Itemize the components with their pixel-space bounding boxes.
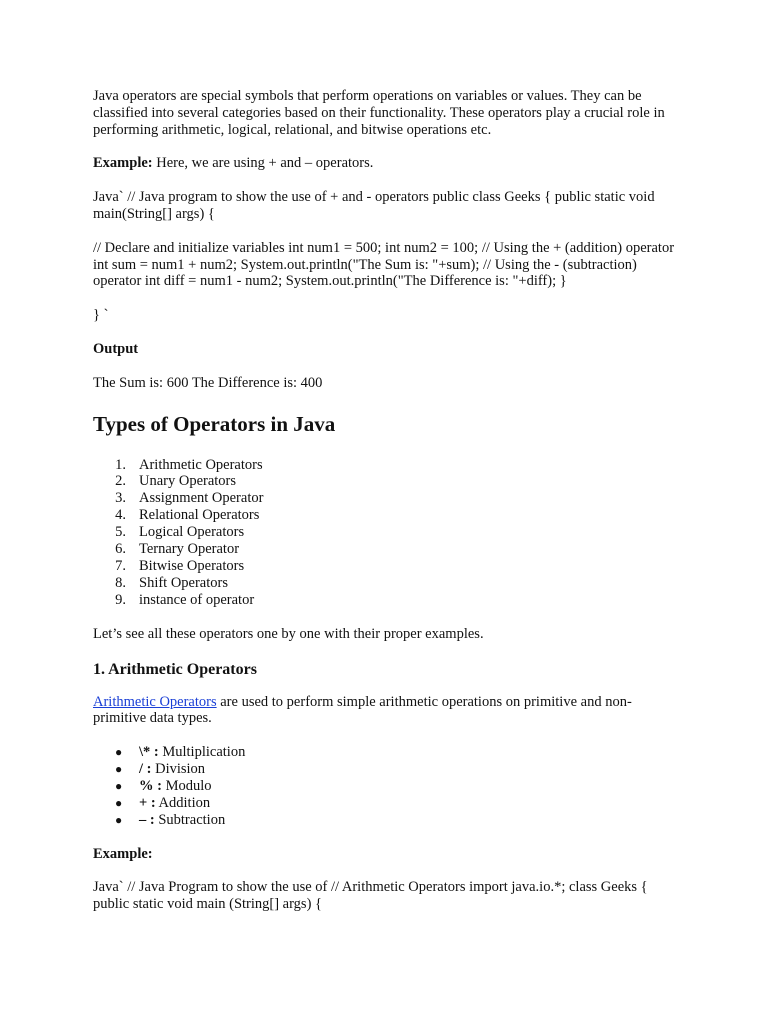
bullet-icon: ●	[115, 745, 123, 760]
operator-symbol: \* :	[139, 744, 159, 761]
list-number: 9.	[115, 591, 126, 608]
intro-paragraph: Java operators are special symbols that perform operations on variables or values. They can be classified into several categories based on their functionality. These operators play a crucial role in performing arithmetic, logical, relational, and bitwise operations etc.	[93, 88, 665, 138]
document-page	[93, 88, 683, 930]
list-item-label: instance of operator	[139, 591, 255, 608]
operator-symbol: / :	[139, 761, 152, 778]
list-item-label: Bitwise Operators	[139, 558, 245, 574]
example-2-paragraph	[93, 846, 683, 863]
list-item-label: Relational Operators	[139, 507, 260, 524]
list-item	[93, 778, 683, 795]
list-item	[93, 473, 683, 490]
code-2-line-1: Java` // Java Program to show the use of // Arithmetic Operators import java.io.*; class Geeks { public static void main (String[] args) {	[93, 879, 648, 913]
output-label-paragraph	[93, 341, 683, 358]
example-1-text: Here, we are using + and – operators.	[152, 155, 374, 172]
example-1-label: Example:	[93, 155, 153, 172]
arithmetic-description-text: are used to perform simple arithmetic operations on primitive and non-primitive data types.	[93, 693, 632, 727]
list-item	[93, 592, 683, 609]
list-number: 2.	[115, 473, 126, 490]
output-label: Output	[93, 340, 139, 357]
example-2-label: Example:	[93, 845, 153, 862]
list-number: 8.	[115, 574, 126, 591]
list-number: 7.	[115, 558, 126, 574]
bullet-icon: ●	[115, 762, 123, 777]
types-list	[93, 457, 683, 609]
arithmetic-description	[93, 694, 683, 728]
list-item	[93, 541, 683, 558]
list-item-label: Ternary Operator	[139, 541, 240, 558]
list-number: 6.	[115, 541, 126, 558]
list-number: 5.	[115, 524, 126, 541]
list-item-label: Unary Operators	[139, 473, 237, 490]
code-1-line-3: } `	[93, 307, 109, 324]
list-item-label: Arithmetic Operators	[139, 456, 263, 473]
list-item	[93, 812, 683, 829]
code-1-line-1: Java` // Java program to show the use of + and - operators public class Geeks { public static void main(String[] args) {	[93, 189, 655, 222]
operator-symbol: – :	[139, 811, 155, 828]
list-number: 3.	[115, 490, 126, 507]
list-number: 4.	[115, 507, 126, 524]
list-item	[93, 575, 683, 592]
list-item-label: Logical Operators	[139, 524, 245, 541]
list-item	[93, 507, 683, 524]
example-1-paragraph	[93, 155, 683, 172]
operator-description: Modulo	[161, 777, 212, 794]
list-item	[93, 524, 683, 541]
operator-description: Division	[151, 761, 206, 778]
lets-see-paragraph: Let’s see all these operators one by one with their proper examples.	[93, 625, 484, 642]
bullet-icon: ●	[115, 812, 123, 827]
operator-description: Multiplication	[158, 744, 246, 761]
list-item	[93, 457, 683, 474]
operator-symbol: % :	[139, 777, 162, 794]
list-item	[93, 490, 683, 507]
arithmetic-operators-link[interactable]: Arithmetic Operators	[93, 693, 217, 710]
bullet-icon: ●	[115, 795, 123, 810]
arithmetic-operators-list	[93, 744, 683, 829]
operator-description: Addition	[155, 794, 211, 811]
list-item	[93, 558, 683, 575]
types-heading: Types of Operators in Java	[93, 411, 336, 436]
list-item	[93, 761, 683, 778]
list-item	[93, 795, 683, 812]
output-text: The Sum is: 600 The Difference is: 400	[93, 374, 323, 391]
list-number: 1.	[115, 456, 126, 473]
list-item	[93, 744, 683, 761]
operator-symbol: + :	[139, 794, 156, 811]
list-item-label: Assignment Operator	[139, 490, 264, 507]
operator-description: Subtraction	[154, 811, 226, 828]
code-1-line-2: // Declare and initialize variables int num1 = 500; int num2 = 100; // Using the + (addition) operator int sum = num1 + num2; System.out.println("The Sum is: "+sum); // Using the - (subtraction) operator int diff = num1 - num2; System.out.println("The Difference is: "+diff); }	[93, 239, 675, 290]
list-item-label: Shift Operators	[139, 574, 228, 591]
bullet-icon: ●	[115, 778, 123, 793]
arithmetic-heading: 1. Arithmetic Operators	[93, 660, 257, 678]
